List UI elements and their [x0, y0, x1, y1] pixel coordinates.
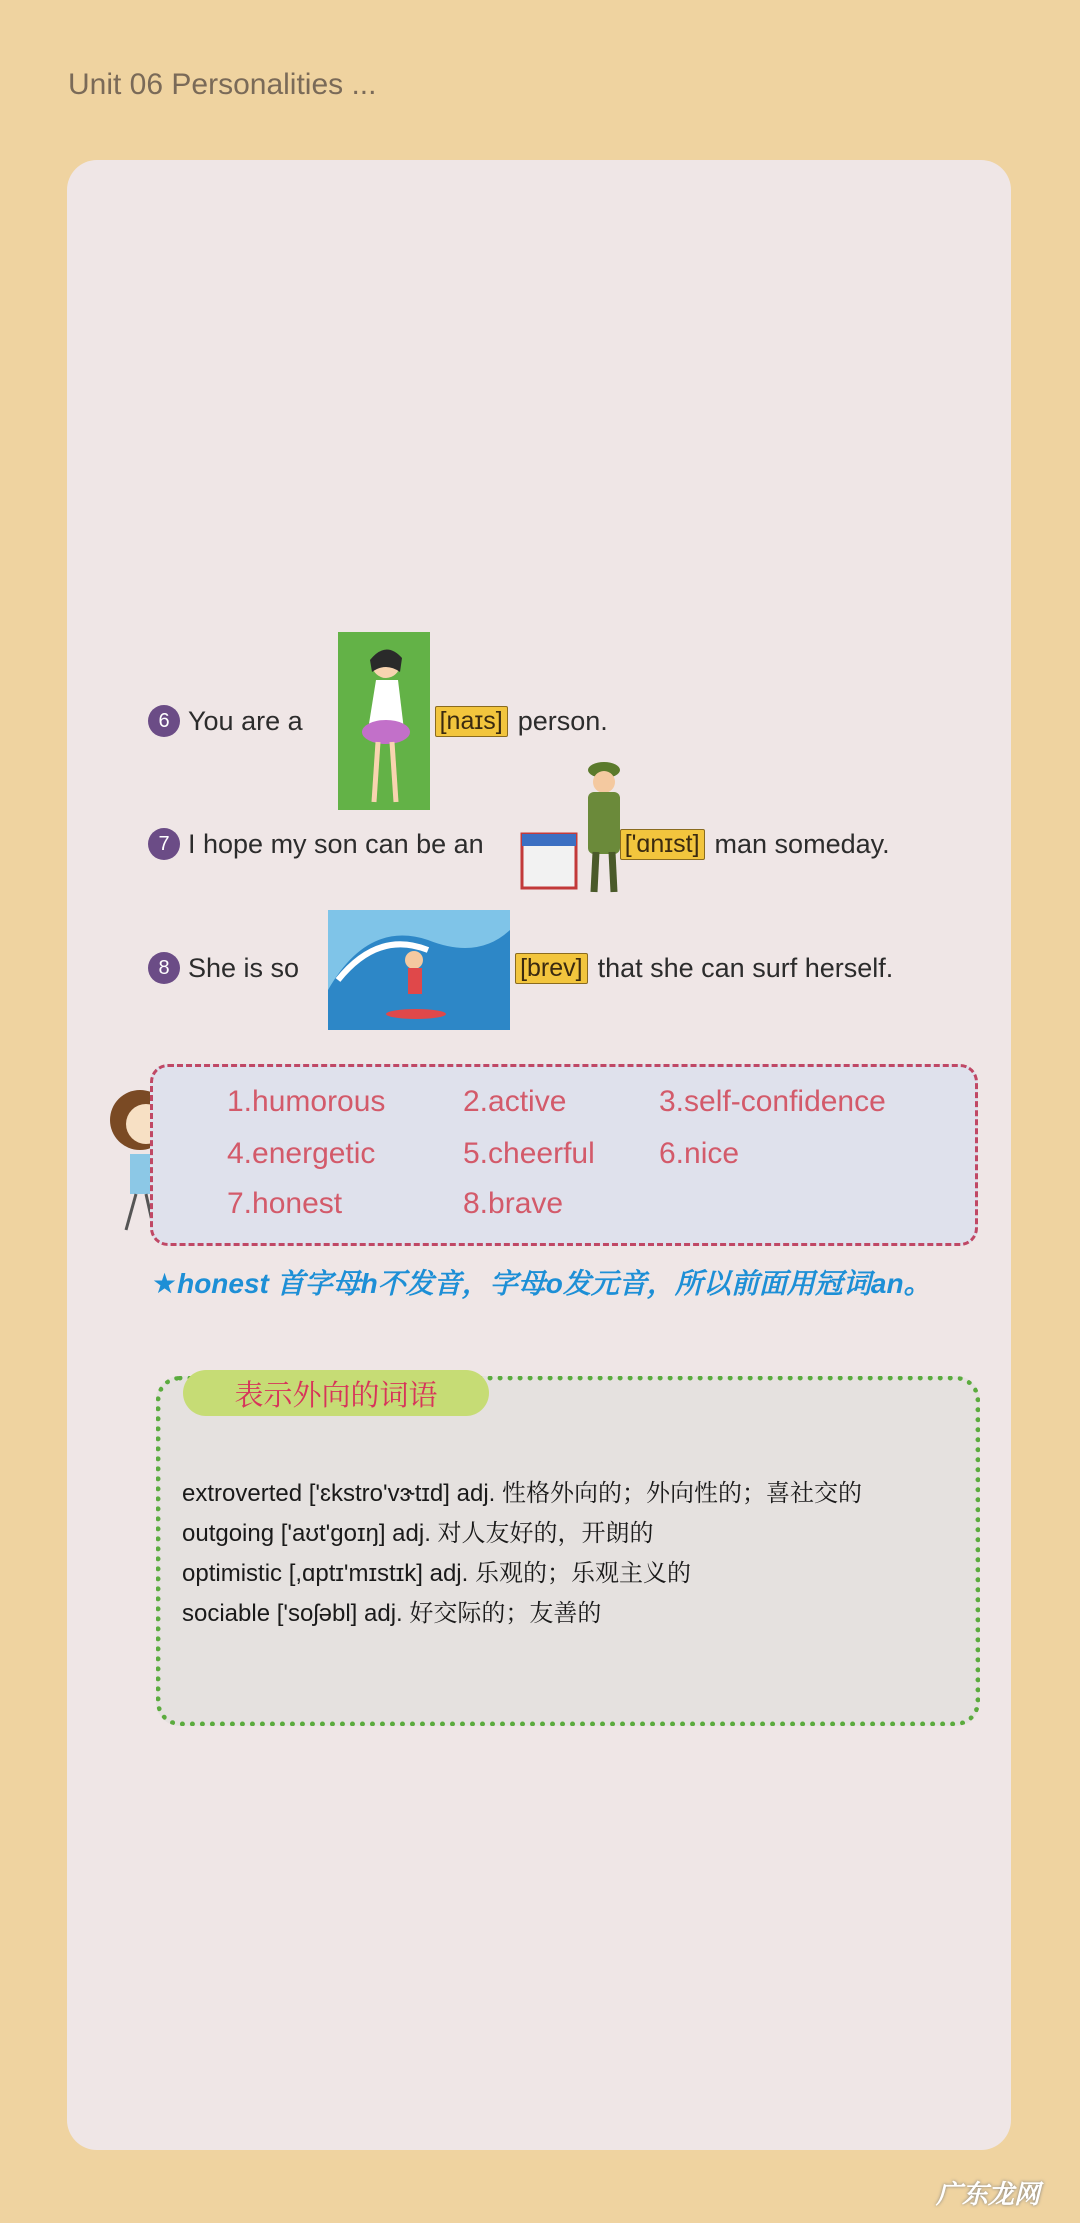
phonetic-blank: [naɪs] [435, 706, 508, 737]
exercise-8 [148, 952, 893, 984]
answer-item: 1.humorous [227, 1085, 386, 1118]
vocab-line: optimistic [,ɑptɪ'mɪstɪk] adj. 乐观的；乐观主义的 [182, 1560, 691, 1587]
answer-item: 3.self-confidence [659, 1085, 886, 1118]
exercise-7 [148, 828, 890, 860]
answer-item: 5.cheerful [463, 1137, 595, 1170]
vocab-line: outgoing ['aʊt'goɪŋ] adj. 对人友好的，开朗的 [182, 1520, 654, 1547]
exercise-number: 7 [148, 828, 180, 860]
vocab-line: sociable ['soʃəbl] adj. 好交际的；友善的 [182, 1600, 602, 1627]
exercise-text-after: man someday. [714, 828, 890, 859]
phonetic-blank: ['ɑnɪst] [620, 829, 705, 860]
exercise-text-after: person. [517, 705, 608, 736]
exercise-number: 6 [148, 705, 180, 737]
vocab-line: extroverted ['ɛkstro'vɝtɪd] adj. 性格外向的；外向性的；喜社交的 [182, 1480, 862, 1507]
vocab-box [156, 1376, 980, 1726]
answer-item: 4.energetic [227, 1137, 376, 1170]
watermark: 广东龙网 [935, 2179, 1040, 2209]
answer-item: 6.nice [659, 1137, 740, 1170]
exercise-6 [148, 705, 608, 737]
page-title: Unit 06 Personalities ... [68, 68, 377, 101]
grammar-note: ★honest 首字母h不发音，字母o发元音，所以前面用冠词an。 [152, 1268, 932, 1299]
answer-box [150, 1064, 978, 1246]
answer-item: 7.honest [227, 1187, 343, 1220]
answer-item: 2.active [463, 1085, 567, 1118]
exercise-number: 8 [148, 952, 180, 984]
answer-item: 8.brave [463, 1187, 564, 1220]
exercise-text-after: that she can surf herself. [597, 952, 894, 983]
exercise-text-before: You are a [188, 705, 303, 736]
exercise-text-before: I hope my son can be an [188, 828, 484, 859]
phonetic-blank: [brev] [515, 953, 588, 984]
exercise-text-before: She is so [188, 952, 300, 983]
vocab-tab-title: 表示外向的词语 [183, 1370, 489, 1416]
